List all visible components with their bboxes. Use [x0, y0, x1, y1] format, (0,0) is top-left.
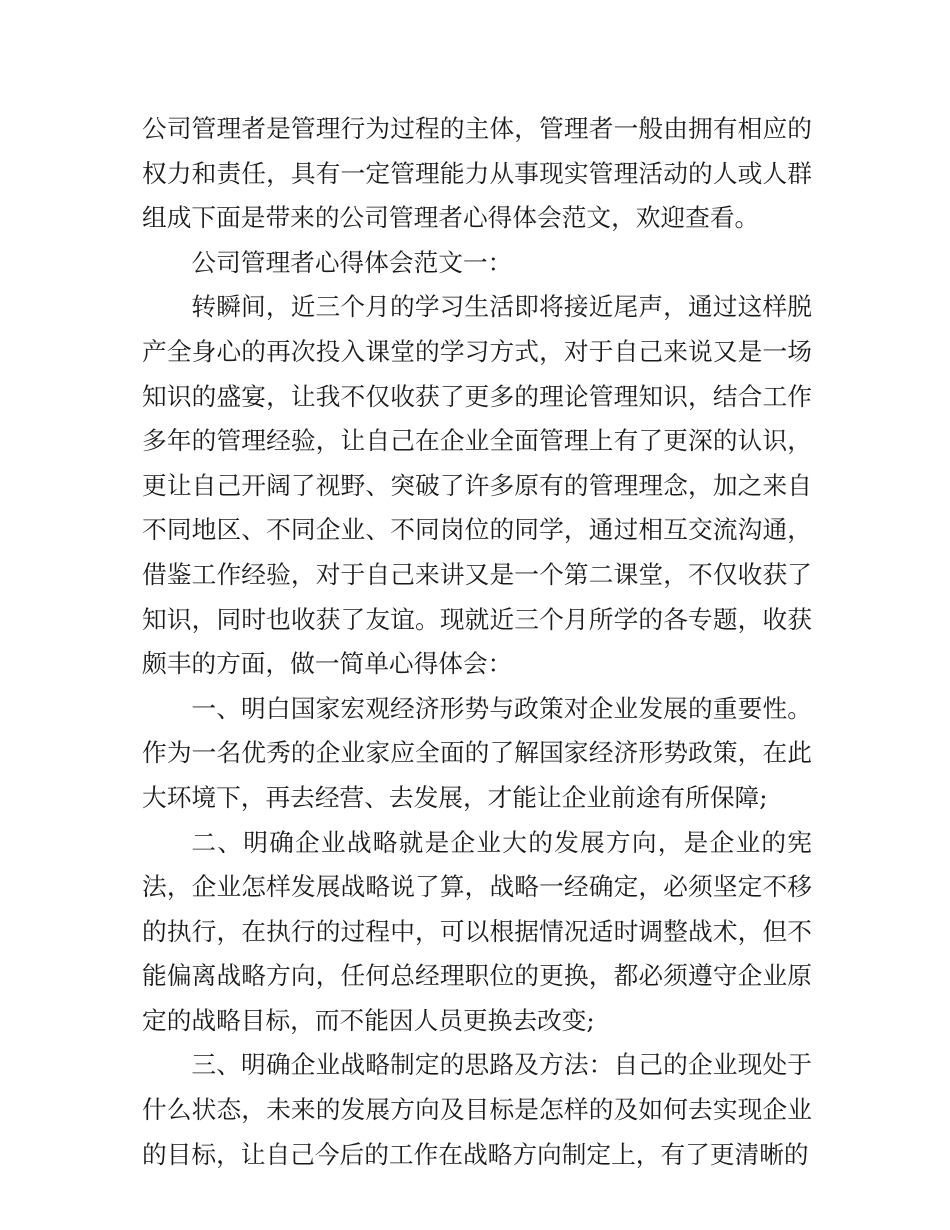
section-heading: 公司管理者心得体会范文一：	[191, 247, 513, 277]
point-one-paragraph: 一、明白国家宏观经济形势与政策对企业发展的重要性。作为一名优秀的企业家应全面的了解国家经济形势政策，在此大环境下，再去经营、去发展，才能让企业前途有所保障;	[142, 693, 812, 812]
document-body	[142, 107, 812, 1177]
body-paragraph: 转瞬间，近三个月的学习生活即将接近尾声，通过这样脱产全身心的再次投入课堂的学习方式，对于自己来说又是一场知识的盛宴，让我不仅收获了更多的理论管理知识，结合工作多年的管理经验，让自己在企业全面管理上有了更深的认识，更让自己开阔了视野、突破了许多原有的管理理念，加之来自不同地区、不同企业、不同岗位的同学，通过相互交流沟通，借鉴工作经验，对于自己来讲又是一个第二课堂，不仅收获了知识，同时也收获了友谊。现就近三个月所学的各专题，收获颇丰的方面，做一简单心得体会：	[142, 292, 812, 679]
intro-paragraph: 公司管理者是管理行为过程的主体，管理者一般由拥有相应的权力和责任，具有一定管理能力从事现实管理活动的人或人群组成下面是带来的公司管理者心得体会范文，欢迎查看。	[142, 114, 812, 233]
point-three-paragraph: 三、明确企业战略制定的思路及方法：自己的企业现处于什么状态，未来的发展方向及目标是怎样的及如何去实现企业的目标，让自己今后的工作在战略方向制定上，有了更清晰的	[142, 1050, 812, 1169]
point-two-paragraph: 二、明确企业战略就是企业大的发展方向，是企业的宪法，企业怎样发展战略说了算，战略一经确定，必须坚定不移的执行，在执行的过程中，可以根据情况适时调整战术，但不能偏离战略方向，任何总经理职位的更换，都必须遵守企业原定的战略目标，而不能因人员更换去改变;	[142, 827, 812, 1035]
